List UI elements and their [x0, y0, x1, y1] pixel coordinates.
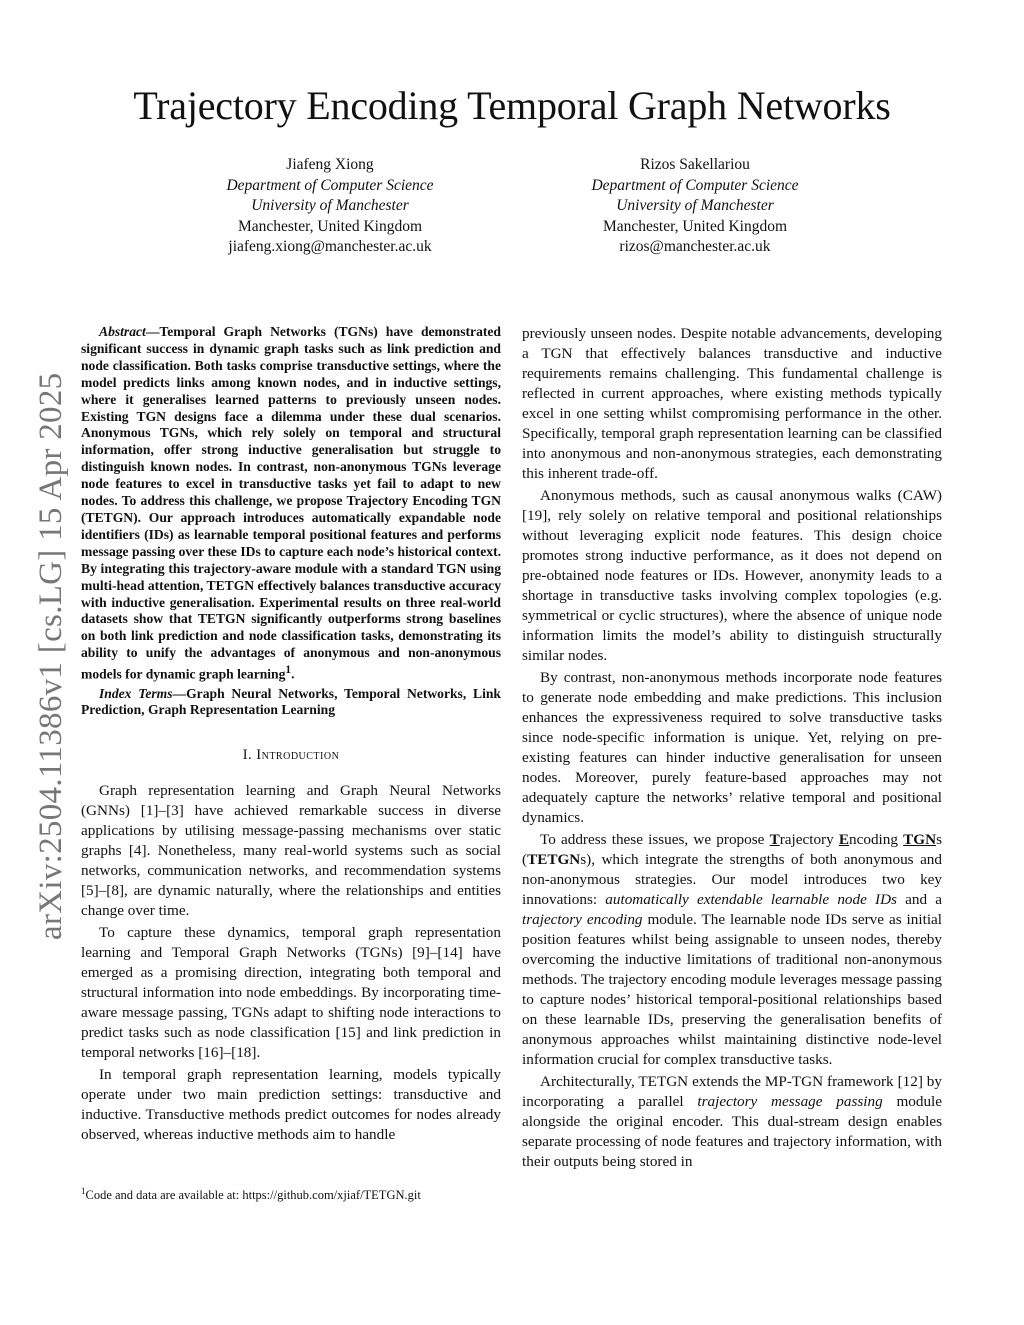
author-email: jiafeng.xiong@manchester.ac.uk [228, 238, 432, 255]
arxiv-identifier: arXiv:2504.11386v1 [cs.LG] 15 Apr 2025 [33, 372, 69, 940]
footnote-number: 1 [81, 1186, 86, 1196]
author-department: Department of Computer Science [226, 176, 434, 194]
text-run: module alongside the original encoder. This dual-stream design enables separate processing of node features and trajectory information, with their outputs being stored in [522, 1093, 943, 1170]
paper-title: Trajectory Encoding Temporal Graph Networks [133, 83, 891, 128]
text-run: automatically extendable learnable node IDs [605, 891, 897, 908]
author-department: Department of Computer Science [591, 176, 799, 194]
abstract-end: . [291, 666, 295, 682]
intro-paragraph: Graph representation learning and Graph Neural Networks (GNNs) [1]–[3] have achieved remarkable success in diverse applications by utilising message-passing mechanisms over static graphs [4]. Nonetheless, many real-world systems such as social networks, communication networks, and recommendation systems [5]–[8], are dynamic naturally, where the relationships and entities change over time. [81, 782, 501, 920]
author-name: Jiafeng Xiong [286, 156, 374, 173]
abstract [81, 324, 501, 684]
author-block-2 [535, 155, 855, 258]
text-run: s ( [522, 831, 942, 868]
text-run: To address these issues, we propose [540, 831, 770, 848]
text-run: rajectory [779, 831, 839, 848]
author-email: rizos@manchester.ac.uk [619, 238, 771, 255]
footnote-text: Code and data are available at: https://github.com/xjiaf/TETGN.git [85, 1188, 421, 1203]
text-run: TETGN [527, 851, 581, 868]
index-terms-lead: Index Terms [99, 685, 173, 701]
text-run: and a [896, 891, 942, 908]
body-paragraph: By contrast, non-anonymous methods incorporate node features to generate node embedding and make predictions. This inclusion enhances the expressiveness required to solve transductive tasks since node-specific information is unique. Yet, relying on pre-existing features can hinder inductive generalisation for unseen nodes. Moreover, purely feature-based approaches may not adequately capture the networks’ relative temporal and positional dynamics. [522, 669, 942, 826]
author-block-1 [170, 155, 490, 258]
text-run: trajectory message passing [697, 1093, 883, 1110]
footnote-marker: 1 [285, 664, 292, 677]
body-paragraph [522, 1072, 942, 1172]
index-terms-text: —Graph Neural Networks, Temporal Networks, Link Prediction, Graph Representation Learning [81, 685, 501, 718]
author-location: Manchester, United Kingdom [602, 217, 788, 235]
index-terms [81, 686, 501, 720]
abstract-text: —Temporal Graph Networks (TGNs) have demonstrated significant success in dynamic graph tasks such as link prediction and node classification. Both tasks comprise transductive settings, where the model predicts links among known nodes, and in inductive settings, where it generalises learned patterns to previously unseen nodes. Existing TGN designs face a dilemma under these dual scenarios. Anonymous TGNs, which rely solely on temporal and structural information, offer strong inductive generalisation but struggle to distinguish known nodes. In contrast, non-anonymous TGNs leverage node features to excel in transductive tasks yet fail to adapt to new nodes. To address this challenge, we propose Trajectory Encoding TGN (TETGN). Our approach introduces automatically expandable node identifiers (IDs) as learnable temporal positional features and performs message passing over these IDs to capture each node’s historical context. By integrating this trajectory-aware module with a standard TGN using multi-head attention, TETGN effectively balances transductive accuracy with inductive generalisation. Experimental results on three real-world datasets show that TETGN significantly outperforms strong baselines on both link prediction and node classification tasks, demonstrating its ability to unify the advantages of anonymous and non-anonymous models for dynamic graph learning [81, 324, 501, 682]
body-paragraph [522, 830, 942, 1070]
text-run: TGN [903, 831, 937, 848]
footnote [81, 1186, 421, 1203]
body-paragraph: previously unseen nodes. Despite notable advancements, developing a TGN that effectively balances transductive and inductive requirements remains challenging. This fundamental challenge is reflected in current approaches, where existing methods typically excel in one setting whilst compromising performance in the other. Specifically, temporal graph representation learning can be classified into anonymous and non-anonymous strategies, each demonstrating this inherent trade-off. [522, 325, 942, 482]
abstract-lead: Abstract [99, 324, 146, 339]
author-location: Manchester, United Kingdom [237, 217, 423, 235]
left-column [81, 324, 501, 1145]
body-paragraph: Anonymous methods, such as causal anonymous walks (CAW) [19], rely solely on relative temporal and positional relationships without leveraging explicit node features. This design choice promotes strong inductive performance, as it does not depend on pre-obtained node features or IDs. However, anonymity leads to a shortage in transductive tasks involving complex topologies (e.g. symmetrical or cyclic structures), where the absence of unique node information limits the model’s ability to distinguish structurally similar nodes. [522, 487, 942, 664]
text-run: T [769, 831, 780, 848]
author-name: Rizos Sakellariou [640, 156, 750, 173]
text-run: E [838, 831, 850, 848]
text-run: module. The learnable node IDs serve as initial position features whilst being assignable to unseen nodes, thereby overcoming the inductive limitations of traditional non-anonymous methods. The trajectory encoding module leverages message passing to capture nodes’ historical temporal-positional relationships based on these learnable IDs, preserving the generalisation benefits of anonymous approaches whilst maintaining distinctive node-level information crucial for complex transductive tasks. [522, 911, 942, 1068]
text-run: Architecturally, TETGN extends the MP-TGN framework [12] by incorporating a parallel [522, 1073, 942, 1110]
text-run: trajectory encoding [522, 911, 643, 928]
text-run: ncoding [849, 831, 904, 848]
intro-paragraph: To capture these dynamics, temporal graph representation learning and Temporal Graph Networks (TGNs) [9]–[14] have emerged as a promising direction, integrating both temporal and structural information into node embeddings. By incorporating time-aware message passing, TGNs adapt to shifting node interactions to predict tasks such as node classification [15] and link prediction in temporal networks [16]–[18]. [81, 924, 501, 1062]
right-column [522, 324, 942, 1172]
intro-paragraph: In temporal graph representation learning, models typically operate under two main prediction settings: transductive and inductive. Transductive methods predict outcomes for nodes already observed, whereas inductive methods aim to handle [81, 1066, 501, 1144]
author-university: University of Manchester [616, 197, 774, 214]
author-university: University of Manchester [251, 197, 409, 214]
text-run: s), which integrate the strengths of both anonymous and non-anonymous strategies. Our model introduces two key innovations: [522, 851, 942, 908]
section-heading: I. Introduction [242, 747, 340, 764]
